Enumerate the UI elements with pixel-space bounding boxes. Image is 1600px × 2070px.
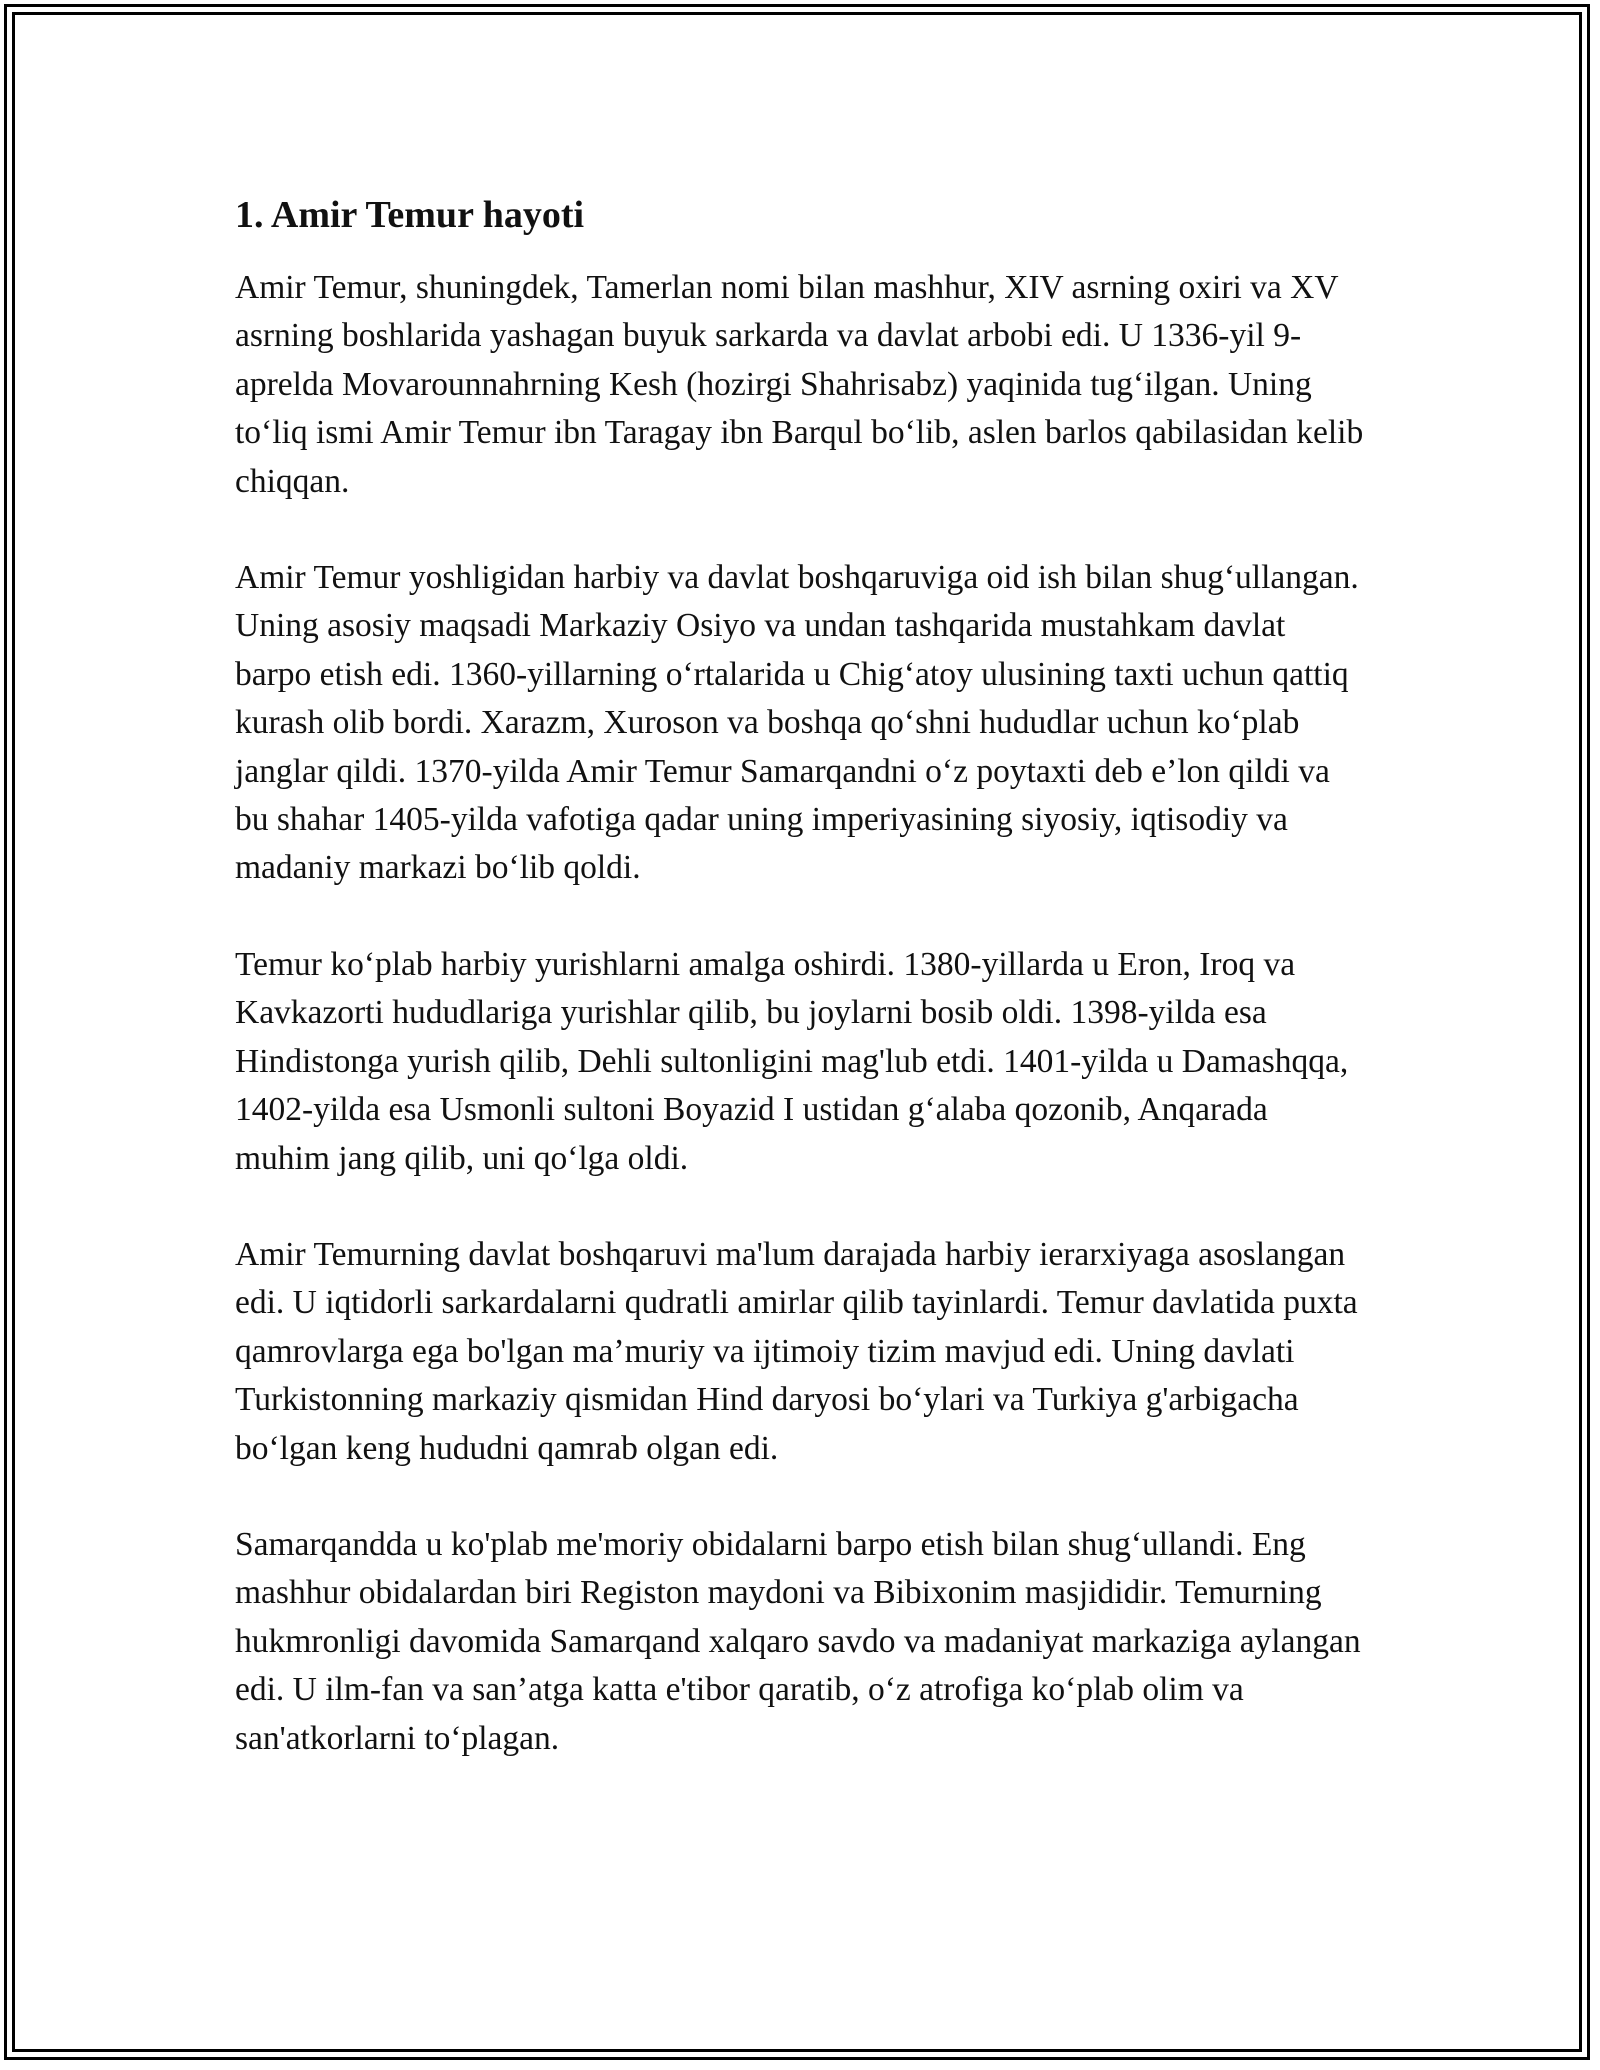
paragraph-1: Amir Temur, shuningdek, Tamerlan nomi bilan mashhur, XIV asrning oxiri va XV asrning boshlarida yashagan buyuk sarkarda va davlat arbobi edi. U 1336-yil 9-aprelda Movarounnahrning Kesh (hozirgi Shahrisabz) yaqinida tug‘ilgan. Uning to‘liq ismi Amir Temur ibn Taragay ibn Barqul bo‘lib, aslen barlos qabilasidan kelib chiqqan. <box>235 269 1364 500</box>
document-body <box>235 190 1365 1763</box>
paragraph-2: Amir Temur yoshligidan harbiy va davlat boshqaruviga oid ish bilan shug‘ullangan. Uning asosiy maqsadi Markaziy Osiyo va undan tashqarida mustahkam davlat barpo etish edi. 1360-yillarning o‘rtalarida u Chig‘atoy ulusining taxti uchun qattiq kurash olib bordi. Xarazm, Xuroson va boshqa qo‘shni hududlar uchun ko‘plab janglar qildi. 1370-yilda Amir Temur Samarqandni o‘z poytaxti deb e’lon qildi va bu shahar 1405-yilda vafotiga qadar uning imperiyasining siyosiy, iqtisodiy va madaniy markazi bo‘lib qoldi. <box>235 559 1359 887</box>
paragraph-5: Samarqandda u ko'plab me'moriy obidalarni barpo etish bilan shug‘ullandi. Eng mashhur obidalardan biri Registon maydoni va Bibixonim masjididir. Temurning hukmronligi davomida Samarqand xalqaro savdo va madaniyat markaziga aylangan edi. U ilm-fan va san’atga katta e'tibor qaratib, o‘z atrofiga ko‘plab olim va san'atkorlarni to‘plagan. <box>235 1525 1361 1757</box>
paragraph-4: Amir Temurning davlat boshqaruvi ma'lum darajada harbiy ierarxiyaga asoslangan edi. U iqtidorli sarkardalarni qudratli amirlar qilib tayinlardi. Temur davlatida puxta qamrovlarga ega bo'lgan ma’muriy va ijtimoiy tizim mavjud edi. Uning davlati Turkistonning markaziy qismidan Hind daryosi bo‘ylari va Turkiya g'arbigacha bo‘lgan keng hududni qamrab olgan edi. <box>235 1235 1358 1467</box>
section-heading: 1. Amir Temur hayoti <box>235 194 585 236</box>
paragraph-3: Temur ko‘plab harbiy yurishlarni amalga oshirdi. 1380-yillarda u Eron, Iroq va Kavkazorti hududlariga yurishlar qilib, bu joylarni bosib oldi. 1398-yilda esa Hindistonga yurish qilib, Dehli sultonligini mag'lub etdi. 1401-yilda u Damashqqa, 1402-yilda esa Usmonli sultoni Boyazid I ustidan g‘alaba qozonib, Anqarada muhim jang qilib, uni qo‘lga oldi. <box>235 945 1349 1177</box>
